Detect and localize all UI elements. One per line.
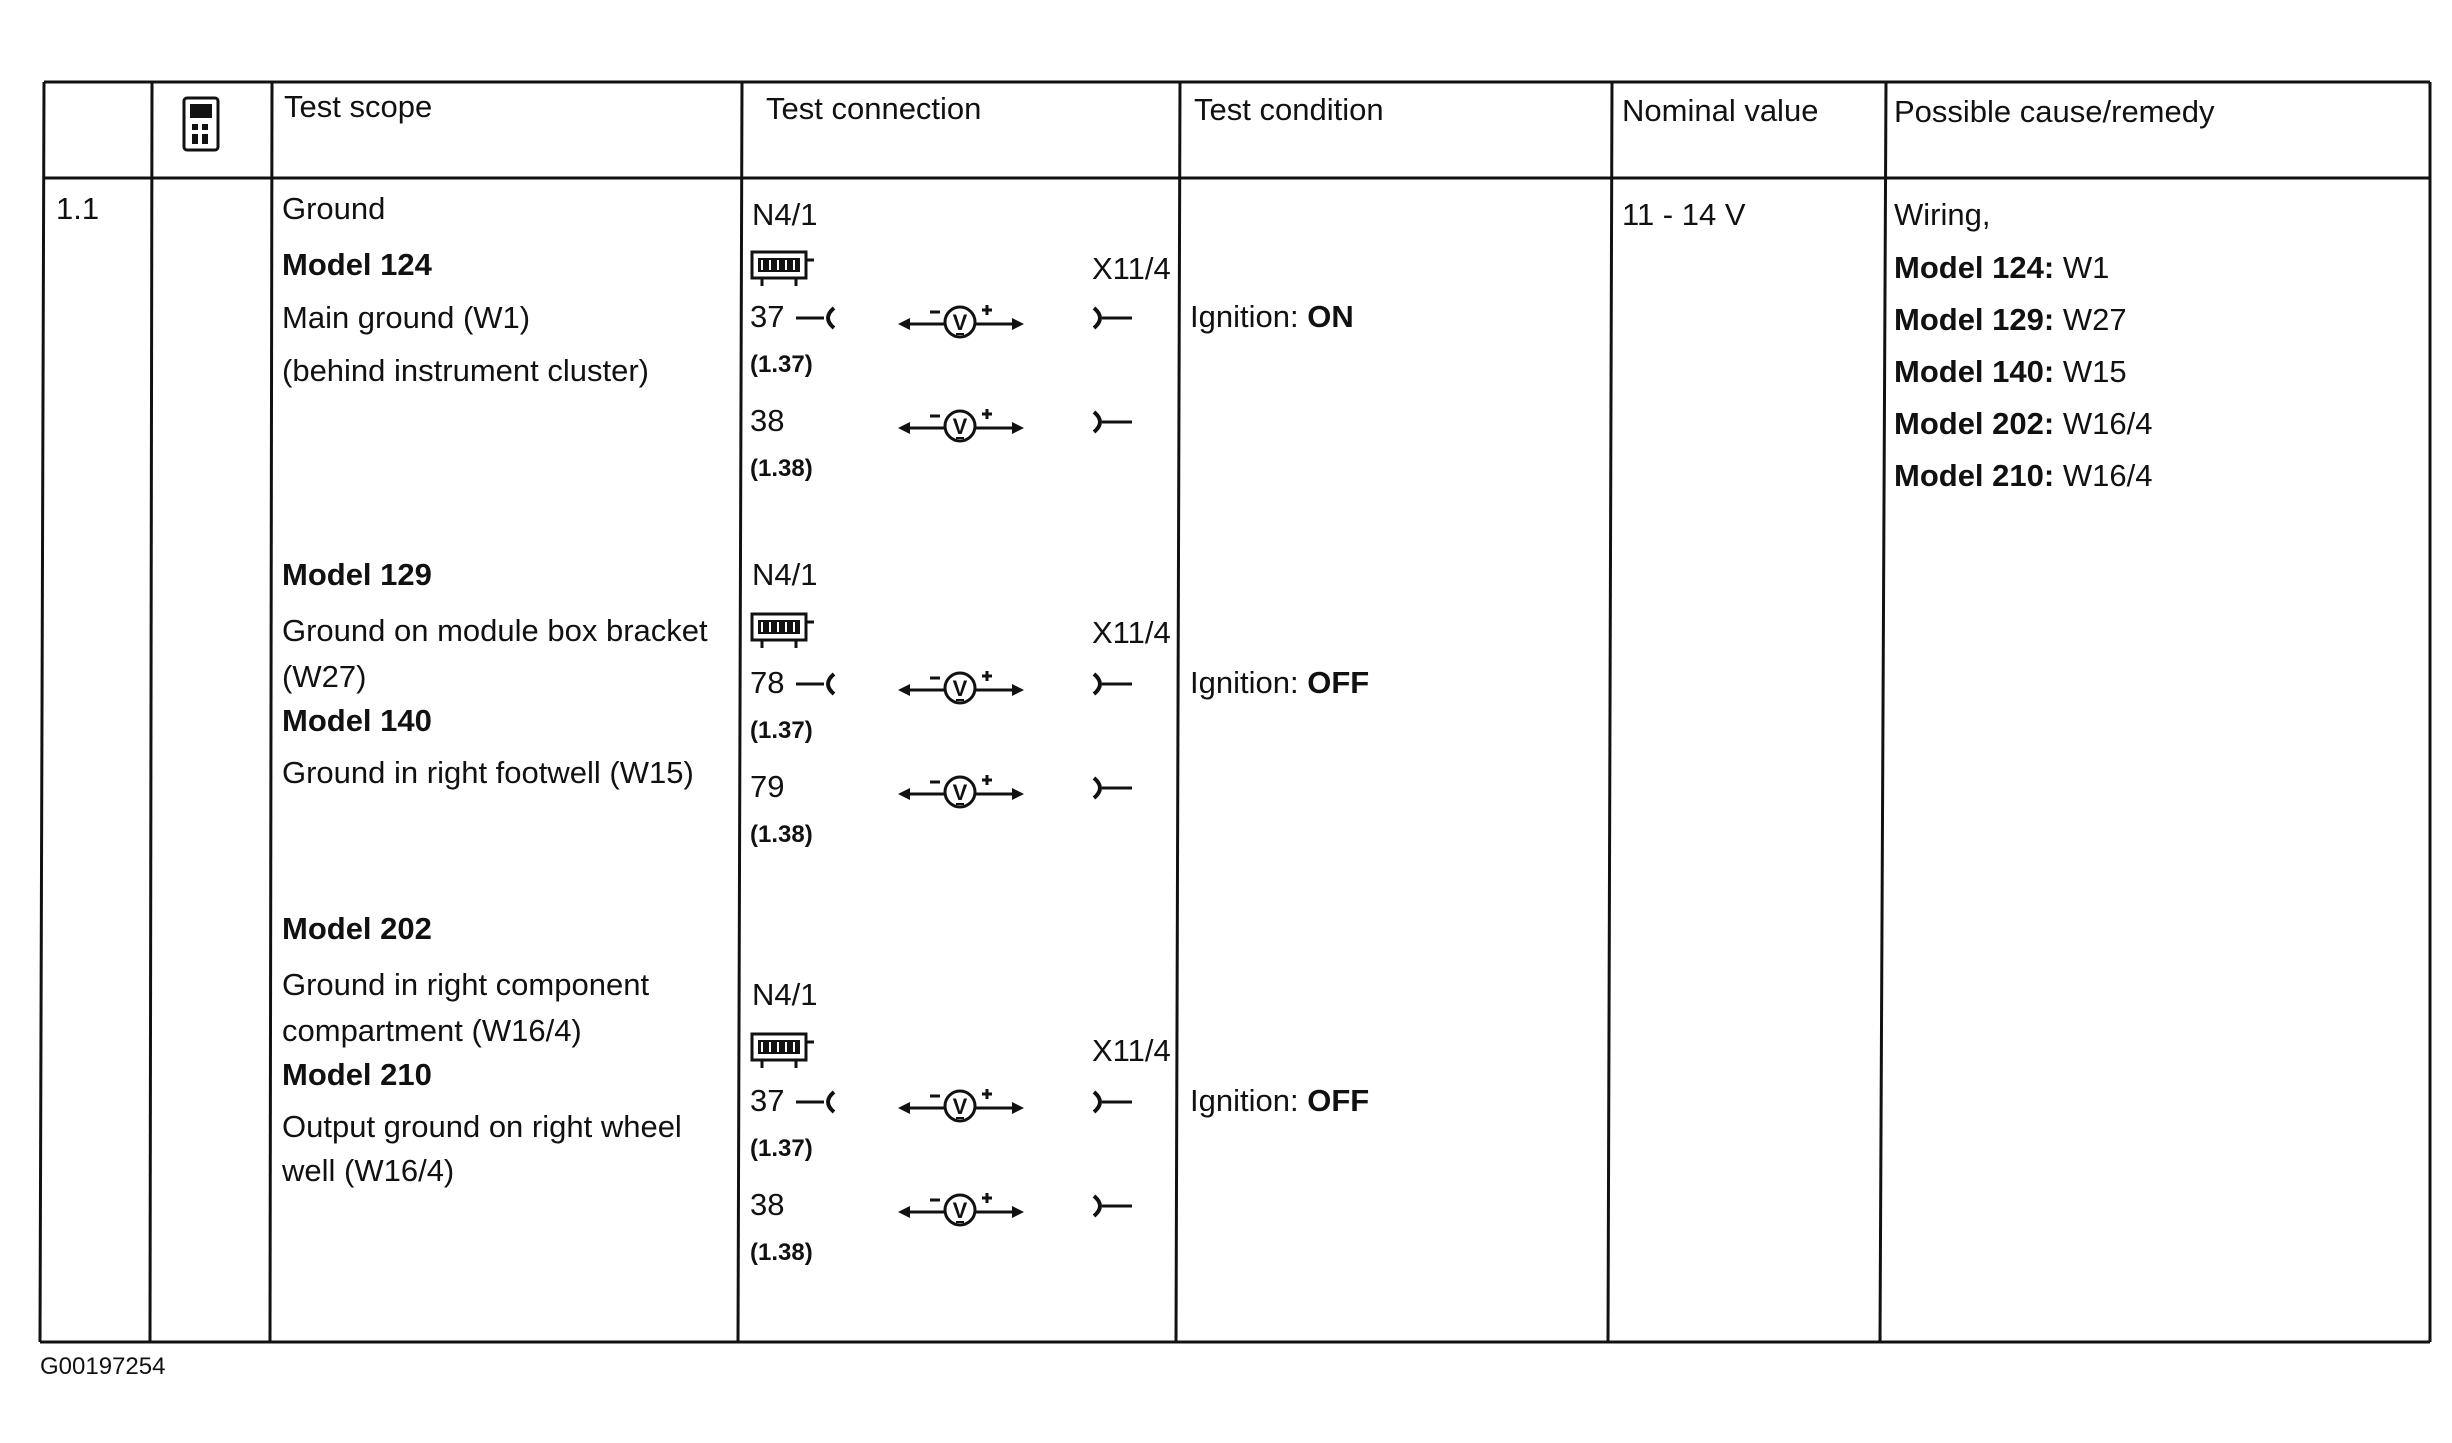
pin-reference: (1.37)	[750, 717, 813, 744]
scope-model-heading: Model 202	[282, 911, 432, 946]
scope-text: (W27)	[282, 659, 367, 694]
svg-text:V: V	[952, 780, 968, 805]
voltmeter-icon	[896, 300, 1026, 344]
test-lead-socket-icon	[794, 1088, 838, 1118]
svg-text:V: V	[952, 414, 968, 439]
pin-reference: (1.37)	[750, 351, 813, 378]
condition-label: Ignition:	[1190, 665, 1299, 700]
test-lead-plug-icon	[1090, 670, 1134, 700]
test-lead-plug-icon	[1090, 304, 1134, 334]
voltmeter-icon	[896, 404, 1026, 448]
header-possible-cause: Possible cause/remedy	[1894, 94, 2215, 129]
header-test-connection: Test connection	[766, 91, 982, 126]
connector-plug-icon	[750, 248, 816, 288]
test-lead-socket-icon	[794, 670, 838, 700]
module-label: N4/1	[752, 197, 818, 232]
test-condition	[1190, 298, 1354, 336]
remedy-model-label: Model 202:	[1894, 406, 2055, 441]
pin-reference: (1.38)	[750, 821, 813, 848]
condition-value: OFF	[1307, 665, 1370, 700]
test-lead-plug-icon	[1090, 774, 1134, 804]
remedy-wire-value: W16/4	[2062, 406, 2153, 441]
connector-label: X11/4	[1092, 1033, 1171, 1068]
pin-reference: (1.38)	[750, 1239, 813, 1266]
scope-text: Output ground on right wheel	[282, 1109, 682, 1144]
pin-number: 37	[750, 1083, 785, 1118]
remedy-title: Wiring,	[1894, 197, 1991, 232]
scope-text: Ground	[282, 191, 386, 226]
svg-text:V: V	[952, 310, 968, 335]
remedy-model-label: Model 124:	[1894, 250, 2055, 285]
pin-number: 38	[750, 403, 785, 438]
svg-text:V: V	[952, 1094, 968, 1119]
connector-label: X11/4	[1092, 251, 1171, 286]
test-lead-plug-icon	[1090, 1192, 1134, 1222]
scope-model-heading: Model 129	[282, 557, 432, 592]
pin-number: 37	[750, 299, 785, 334]
nominal-value: 11 - 14 V	[1622, 197, 1746, 232]
module-label: N4/1	[752, 557, 818, 592]
remedy-model-label: Model 129:	[1894, 302, 2055, 337]
remedy-model-label: Model 210:	[1894, 458, 2055, 493]
voltmeter-icon	[896, 1084, 1026, 1128]
pin-number: 79	[750, 769, 785, 804]
header-test-scope: Test scope	[284, 89, 433, 124]
connector-label: X11/4	[1092, 615, 1171, 650]
remedy-item	[1894, 249, 2109, 287]
test-lead-plug-icon	[1090, 408, 1134, 438]
remedy-item	[1894, 301, 2127, 339]
svg-text:V: V	[952, 1198, 968, 1223]
test-condition	[1190, 664, 1369, 702]
voltmeter-icon	[896, 1188, 1026, 1232]
scope-text: compartment (W16/4)	[282, 1013, 582, 1048]
step-number: 1.1	[56, 191, 100, 226]
remedy-wire-value: W16/4	[2062, 458, 2153, 493]
condition-label: Ignition:	[1190, 1083, 1299, 1118]
connector-plug-icon	[750, 1030, 816, 1070]
scope-text: (behind instrument cluster)	[282, 353, 649, 388]
test-lead-plug-icon	[1090, 1088, 1134, 1118]
remedy-item	[1894, 353, 2127, 391]
tester-device-icon	[182, 96, 222, 154]
condition-value: OFF	[1307, 1083, 1370, 1118]
voltmeter-icon	[896, 770, 1026, 814]
scope-text: well (W16/4)	[282, 1153, 455, 1188]
remedy-item	[1894, 457, 2152, 495]
scope-text: Ground in right component	[282, 967, 650, 1002]
header-nominal-value: Nominal value	[1622, 93, 1819, 128]
pin-reference: (1.37)	[750, 1135, 813, 1162]
remedy-wire-value: W15	[2062, 354, 2127, 389]
test-lead-socket-icon	[794, 304, 838, 334]
pin-reference: (1.38)	[750, 455, 813, 482]
condition-value: ON	[1307, 299, 1354, 334]
pin-number: 38	[750, 1187, 785, 1222]
condition-label: Ignition:	[1190, 299, 1299, 334]
voltmeter-icon	[896, 666, 1026, 710]
scope-model-heading: Model 140	[282, 703, 432, 738]
test-condition	[1190, 1082, 1369, 1120]
scope-text: Ground in right footwell (W15)	[282, 755, 694, 790]
header-test-condition: Test condition	[1194, 92, 1384, 127]
remedy-item	[1894, 405, 2152, 443]
scope-model-heading: Model 124	[282, 247, 432, 282]
svg-text:V: V	[952, 676, 968, 701]
remedy-wire-value: W27	[2062, 302, 2127, 337]
remedy-wire-value: W1	[2062, 250, 2110, 285]
scope-model-heading: Model 210	[282, 1057, 432, 1092]
connector-plug-icon	[750, 610, 816, 650]
document-code: G00197254	[40, 1353, 166, 1380]
module-label: N4/1	[752, 977, 818, 1012]
scope-text: Main ground (W1)	[282, 300, 531, 335]
remedy-model-label: Model 140:	[1894, 354, 2055, 389]
scope-text: Ground on module box bracket	[282, 613, 708, 648]
pin-number: 78	[750, 665, 785, 700]
